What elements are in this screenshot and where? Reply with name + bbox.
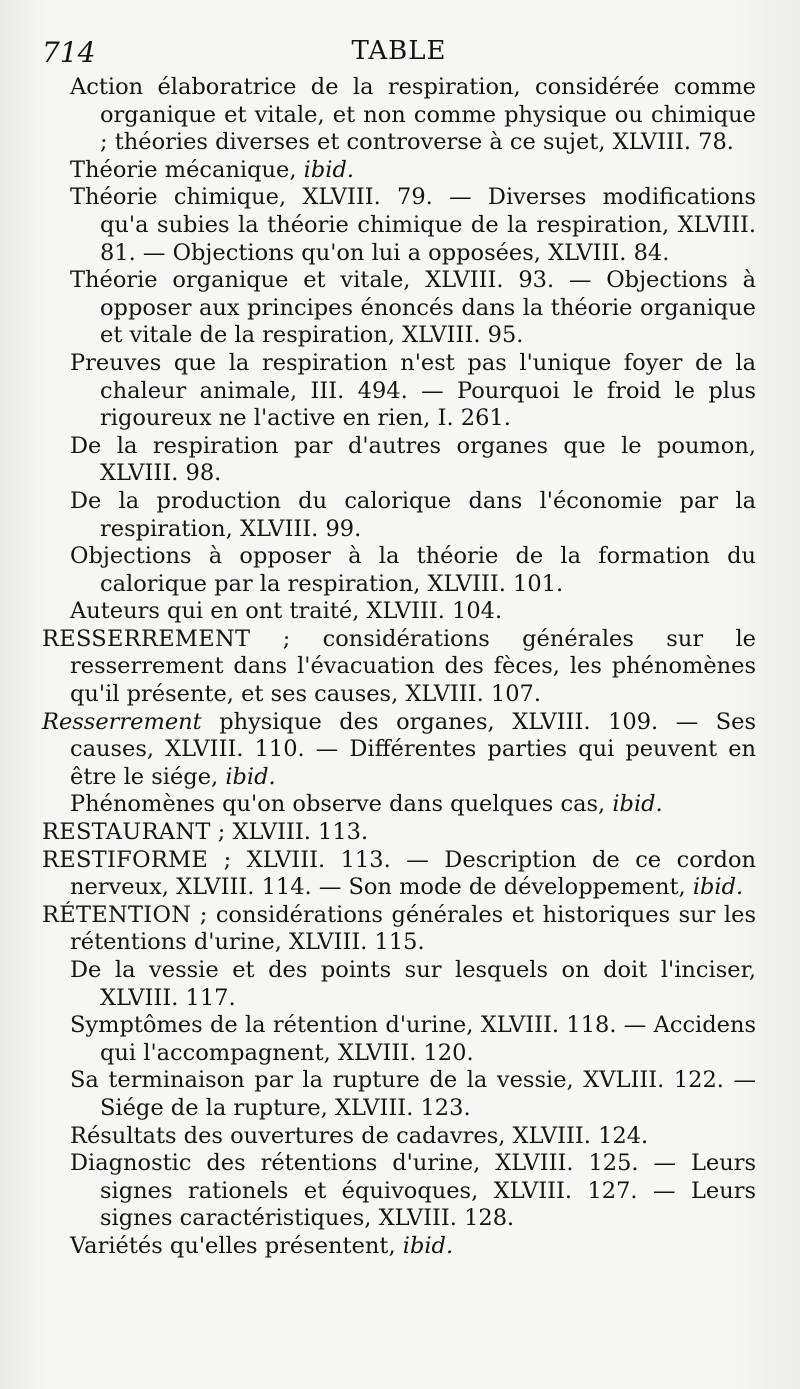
italic-text: Resserrement bbox=[42, 708, 202, 735]
index-sub-entry bbox=[42, 543, 756, 598]
entry-text: Objections à opposer à la théorie de la formation du calorique par la respiration, XLVIII. 101. bbox=[70, 543, 756, 597]
italic-text: ibid. bbox=[692, 874, 744, 901]
entry-text: ; considérations générales et historiques sur les rétentions d'urine, XLVIII. 115. bbox=[70, 901, 756, 956]
entry-text: De la respiration par d'autres organes que le poumon, XLVIII. 98. bbox=[70, 432, 756, 487]
index-sub-entry bbox=[42, 184, 756, 267]
entry-text: ; XLVIII. 113. — Description de ce cordon nerveux, XLVIII. 114. — Son mode de développement, bbox=[70, 846, 756, 901]
entry-heading: RESTIFORME bbox=[42, 846, 209, 873]
entry-text: Théorie organique et vitale, XLVIII. 93. — Objections à opposer aux principes énoncés dans la théorie organique et vitale de la respiration, XLVIII. 95. bbox=[70, 267, 756, 349]
index-sub-entry bbox=[42, 488, 756, 543]
italic-text: ibid. bbox=[402, 1232, 454, 1259]
index-sub-entry bbox=[42, 157, 756, 185]
index-main-entry bbox=[42, 626, 756, 709]
entry-text: Théorie chimique, XLVIII. 79. — Diverses modifications qu'a subies la théorie chimique de la respiration, XLVIII. 81. — Objections qu'on lui a opposées, XLVIII. 84. bbox=[70, 184, 756, 266]
index-sub-entry bbox=[42, 1067, 756, 1122]
index-sub-entry bbox=[42, 1233, 756, 1261]
index-sub-entry bbox=[42, 74, 756, 157]
entry-text: Résultats des ouvertures de cadavres, XLVIII. 124. bbox=[70, 1122, 649, 1149]
index-main-entry bbox=[42, 819, 756, 847]
entry-heading: RESSERREMENT bbox=[42, 625, 251, 652]
entry-text: physique des organes, XLVIII. 109. — Ses causes, XLVIII. 110. — Différentes parties qui peuvent en être le siége, bbox=[70, 708, 756, 790]
italic-text: ibid. bbox=[225, 763, 276, 790]
entry-text: ; XLVIII. 113. bbox=[210, 819, 369, 846]
index-sub-entry bbox=[42, 433, 756, 488]
entry-text: De la production du calorique dans l'économie par la respiration, XLVIII. 99. bbox=[70, 487, 756, 542]
entry-text: Auteurs qui en ont traité, XLVIII. 104. bbox=[70, 598, 503, 625]
entry-text: Théorie mécanique, bbox=[70, 156, 304, 183]
page-header bbox=[42, 30, 756, 74]
running-head: TABLE bbox=[351, 36, 447, 66]
entry-text: Sa terminaison par la rupture de la vessie, XVLIII. 122. — Siége de la rupture, XLVIII. 123. bbox=[70, 1067, 756, 1121]
index-main-entry bbox=[42, 902, 756, 957]
index-main-entry bbox=[42, 847, 756, 902]
index-sub-entry bbox=[42, 791, 756, 819]
index-sub-entry bbox=[42, 1150, 756, 1233]
entry-text: Preuves que la respiration n'est pas l'unique foyer de la chaleur animale, III. 494. — Pourquoi le froid le plus rigoureux ne l'active en rien, I. 261. bbox=[70, 349, 756, 432]
entry-heading: RÉTENTION bbox=[42, 901, 192, 928]
page-number: 714 bbox=[42, 36, 96, 69]
index-sub-entry bbox=[42, 350, 756, 433]
italic-text: ibid. bbox=[303, 156, 355, 183]
index-main-entry bbox=[42, 709, 756, 792]
index-sub-entry bbox=[42, 957, 756, 1012]
index-entries bbox=[42, 74, 756, 1261]
entry-text: Action élaboratrice de la respiration, considérée comme organique et vitale, et non comme physique ou chimique ; théories diverses et controverse à ce sujet, XLVIII. 78. bbox=[70, 74, 756, 156]
entry-text: ; considérations générales sur le resserrement dans l'évacuation des fèces, les phénomènes qu'il présente, et ses causes, XLVIII. 107. bbox=[70, 625, 756, 708]
entry-text: Symptômes de la rétention d'urine, XLVIII. 118. — Accidens qui l'accompagnent, XLVIII. 120. bbox=[70, 1012, 756, 1066]
index-sub-entry bbox=[42, 267, 756, 350]
index-sub-entry bbox=[42, 1123, 756, 1151]
entry-text: Phénomènes qu'on observe dans quelques cas, bbox=[70, 791, 613, 818]
index-sub-entry bbox=[42, 598, 756, 626]
italic-text: ibid. bbox=[612, 791, 663, 818]
entry-text: Variétés qu'elles présentent, bbox=[70, 1232, 403, 1259]
entry-text: De la vessie et des points sur lesquels on doit l'inciser, XLVIII. 117. bbox=[70, 957, 756, 1011]
entry-heading: RESTAURANT bbox=[42, 819, 211, 846]
entry-text: Diagnostic des rétentions d'urine, XLVIII. 125. — Leurs signes rationels et équivoques, XLVIII. 127. — Leurs signes caractéristiques, XLVIII. 128. bbox=[70, 1150, 756, 1232]
index-sub-entry bbox=[42, 1012, 756, 1067]
